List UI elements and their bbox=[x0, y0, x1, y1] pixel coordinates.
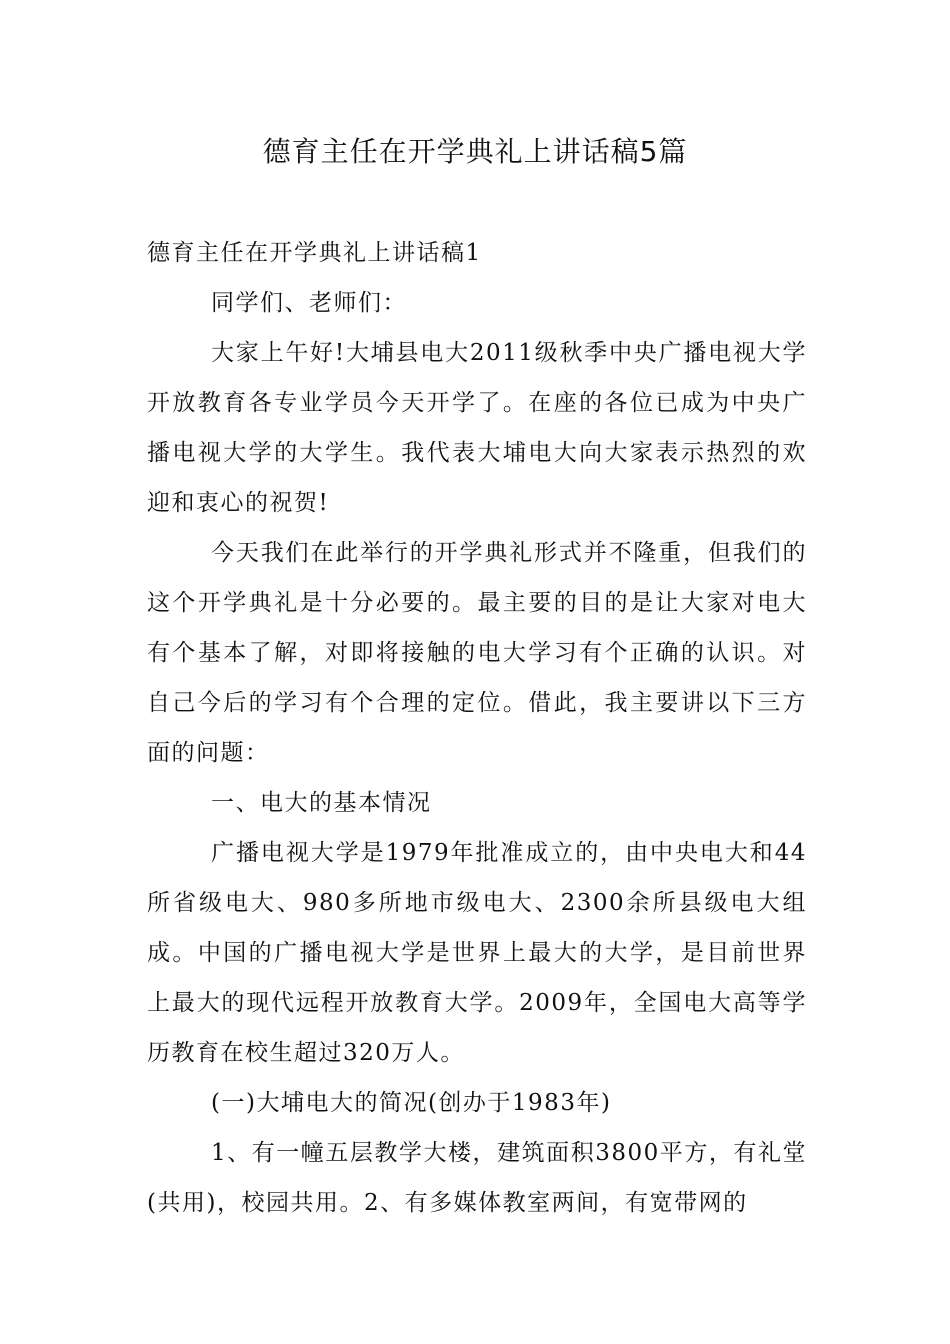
body-paragraph: 1、有一幢五层教学大楼，建筑面积3800平方，有礼堂(共用)，校园共用。2、有多媒体教室两间，有宽带网的 bbox=[147, 1140, 807, 1216]
subheading-paragraph: 一、电大的基本情况 bbox=[211, 790, 432, 816]
document-body bbox=[147, 228, 807, 1228]
body-paragraph: 大家上午好!大埔县电大2011级秋季中央广播电视大学开放教育各专业学员今天开学了。在座的各位已成为中央广播电视大学的大学生。我代表大埔电大向大家表示热烈的欢迎和衷心的祝贺! bbox=[147, 340, 807, 516]
document-title: 德育主任在开学典礼上讲话稿5篇 bbox=[262, 135, 688, 168]
body-paragraph: 广播电视大学是1979年批准成立的，由中央电大和44所省级电大、980多所地市级电大、2300余所县级电大组成。中国的广播电视大学是世界上最大的大学，是目前世界上最大的现代远程开放教育大学。2009年，全国电大高等学历教育在校生超过320万人。 bbox=[147, 840, 807, 1066]
subheading-paragraph: (一)大埔电大的简况(创办于1983年) bbox=[211, 1090, 612, 1116]
section-heading: 德育主任在开学典礼上讲话稿1 bbox=[147, 240, 482, 266]
body-paragraph: 今天我们在此举行的开学典礼形式并不隆重，但我们的这个开学典礼是十分必要的。最主要的目的是让大家对电大有个基本了解，对即将接触的电大学习有个正确的认识。对自己今后的学习有个合理的定位。借此，我主要讲以下三方面的问题： bbox=[147, 540, 807, 766]
salutation-paragraph: 同学们、老师们： bbox=[211, 290, 407, 316]
